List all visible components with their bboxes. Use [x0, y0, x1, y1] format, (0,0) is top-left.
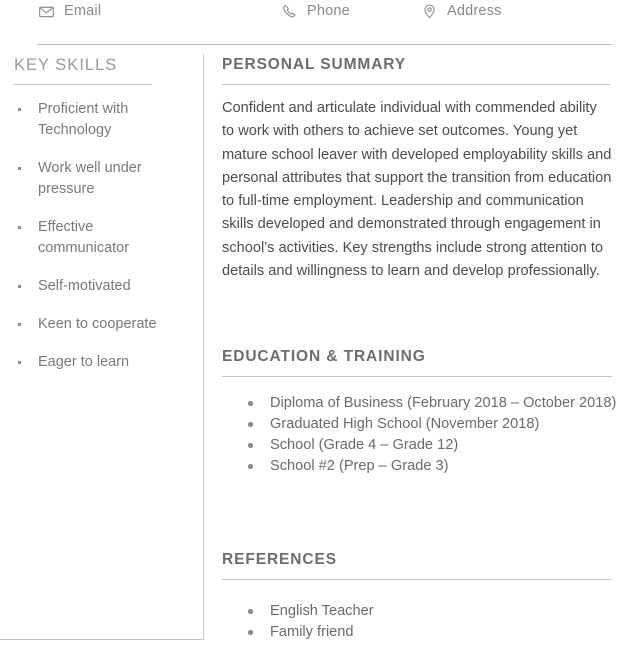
- contact-label-email: Email: [64, 3, 102, 19]
- education-item-label: Diploma of Business (February 2018 – October 2018): [270, 395, 617, 411]
- bullet-icon: [248, 630, 253, 635]
- bullet-icon: [248, 609, 253, 614]
- education-section: [222, 346, 618, 477]
- list-item: [0, 217, 188, 259]
- references-heading-rule: [222, 579, 612, 580]
- list-item: [222, 435, 618, 456]
- column-divider: [203, 54, 204, 640]
- bullet-icon: [18, 167, 21, 170]
- skill-label: Self-motivated: [38, 278, 131, 294]
- list-item: [222, 393, 618, 414]
- contact-item-address[interactable]: [421, 0, 502, 22]
- key-skills-heading-rule: [14, 84, 152, 85]
- skill-label: Keen to cooperate: [38, 316, 157, 332]
- personal-summary-text: Confident and articulate individual with commended ability to work with others to achieve set outcomes. Young yet mature school leaver with developed employability skills and personal attributes that support the transition from education to full-time employment. Leadership and communication skills developed and demonstrated through engagement in school’s activities. Key strengths include strong attention to details and willingness to learn and develop professionally.: [222, 100, 612, 280]
- skill-label: Proficient with Technology: [38, 101, 129, 138]
- list-item: [222, 456, 618, 477]
- bullet-icon: [248, 422, 253, 427]
- personal-summary-section: [222, 54, 618, 283]
- list-item: [222, 414, 618, 435]
- bullet-icon: [18, 226, 21, 229]
- education-item-label: School (Grade 4 – Grade 12): [270, 437, 459, 453]
- phone-icon: [281, 3, 298, 20]
- key-skills-list: [0, 99, 196, 373]
- contact-item-email[interactable]: [38, 0, 101, 22]
- header-divider: [37, 44, 612, 45]
- skill-label: Effective communicator: [38, 219, 130, 256]
- contact-label-phone: Phone: [307, 3, 350, 19]
- personal-summary-heading: PERSONAL SUMMARY: [222, 56, 407, 73]
- reference-item-label: Family friend: [270, 624, 354, 640]
- skill-label: Eager to learn: [38, 354, 130, 370]
- education-heading-rule: [222, 376, 612, 377]
- bullet-icon: [18, 361, 21, 364]
- list-item: [222, 601, 618, 622]
- list-item: [222, 622, 618, 643]
- list-item: [0, 158, 188, 200]
- references-heading: REFERENCES: [222, 551, 337, 568]
- bullet-icon: [248, 401, 253, 406]
- list-item: [0, 276, 188, 297]
- education-list: [222, 393, 618, 477]
- list-item: [0, 99, 188, 141]
- contact-item-phone[interactable]: [281, 0, 350, 22]
- education-item-label: Graduated High School (November 2018): [270, 416, 540, 432]
- bullet-icon: [18, 323, 21, 326]
- bullet-icon: [248, 464, 253, 469]
- key-skills-section: [0, 54, 196, 390]
- bullet-icon: [18, 285, 21, 288]
- references-list: [222, 601, 618, 643]
- skill-label: Work well under pressure: [38, 160, 142, 197]
- bullet-icon: [248, 443, 253, 448]
- email-icon: [38, 3, 55, 20]
- key-skills-heading: KEY SKILLS: [14, 56, 118, 74]
- contact-label-address: Address: [447, 3, 502, 19]
- reference-item-label: English Teacher: [270, 603, 374, 619]
- bullet-icon: [18, 108, 21, 111]
- address-icon: [421, 3, 438, 20]
- list-item: [0, 352, 188, 373]
- personal-summary-heading-rule: [222, 84, 610, 85]
- education-heading: EDUCATION & TRAINING: [222, 348, 426, 365]
- contact-bar: [0, 0, 634, 24]
- education-item-label: School #2 (Prep – Grade 3): [270, 458, 449, 474]
- left-column-bottom-divider: [0, 639, 203, 640]
- list-item: [0, 314, 188, 335]
- references-section: [222, 549, 618, 643]
